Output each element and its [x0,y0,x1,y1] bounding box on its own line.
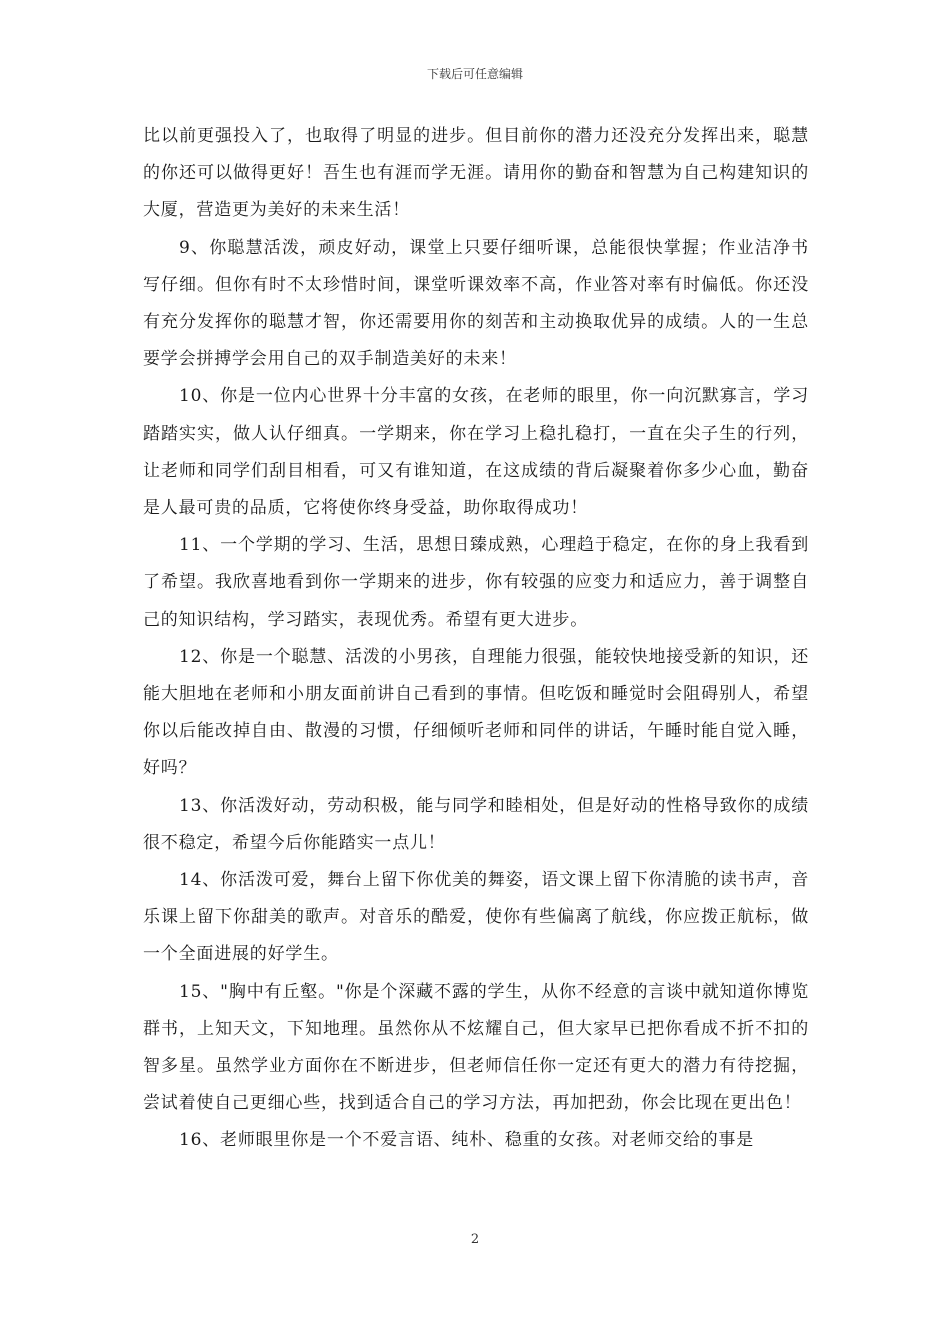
document-body [143,118,809,1160]
page-header: 下载后可任意编辑 [426,67,523,81]
paragraph: 比以前更强投入了，也取得了明显的进步。但目前你的潜力还没充分发挥出来，聪慧的你还可以做得更好！吾生也有涯而学无涯。请用你的勤奋和智慧为自己构建知识的大厦，营造更为美好的未来生活！ [143,126,809,221]
paragraph: 11、一个学期的学习、生活，思想日臻成熟，心理趋于稳定，在你的身上我看到了希望。我欣喜地看到你一学期来的进步，你有较强的应变力和适应力，善于调整自己的知识结构，学习踏实，表现优秀。希望有更大进步。 [143,535,809,630]
paragraph: 14、你活泼可爱，舞台上留下你优美的舞姿，语文课上留下你清脆的读书声，音乐课上留下你甜美的歌声。对音乐的酷爱，使你有些偏离了航线，你应拨正航标，做一个全面进展的好学生。 [143,870,809,965]
paragraph: 13、你活泼好动，劳动积极，能与同学和睦相处，但是好动的性格导致你的成绩很不稳定，希望今后你能踏实一点儿！ [143,795,809,853]
paragraph: 12、你是一个聪慧、活泼的小男孩，自理能力很强，能较快地接受新的知识，还能大胆地在老师和小朋友面前讲自己看到的事情。但吃饭和睡觉时会阻碍别人，希望你以后能改掉自由、散漫的习惯，仔细倾听老师和同伴的讲话，午睡时能自觉入睡，好吗？ [143,646,809,779]
paragraph: 15、"胸中有丘壑。"你是个深藏不露的学生，从你不经意的言谈中就知道你博览群书，上知天文，下知地理。虽然你从不炫耀自己，但大家早已把你看成不折不扣的智多星。虽然学业方面你在不断进步，但老师信任你一定还有更大的潜力有待挖掘，尝试着使自己更细心些，找到适合自己的学习方法，再加把劲，你会比现在更出色！ [143,981,809,1114]
paragraph: 9、你聪慧活泼，顽皮好动，课堂上只要仔细听课，总能很快掌握；作业洁净书写仔细。但你有时不太珍惜时间，课堂听课效率不高，作业答对率有时偏低。你还没有充分发挥你的聪慧才智，你还需要用你的刻苦和主动换取优异的成绩。人的一生总要学会拼搏学会用自己的双手制造美好的未来！ [143,237,809,370]
page-number: 2 [470,1232,480,1247]
paragraph: 16、老师眼里你是一个不爱言语、纯朴、稳重的女孩。对老师交给的事是 [179,1130,755,1151]
paragraph: 10、你是一位内心世界十分丰富的女孩，在老师的眼里，你一向沉默寡言，学习踏踏实实，做人认仔细真。一学期来，你在学习上稳扎稳打，一直在尖子生的行列，让老师和同学们刮目相看，可又有谁知道，在这成绩的背后凝聚着你多少心血，勤奋是人最可贵的品质，它将使你终身受益，助你取得成功！ [143,386,809,519]
